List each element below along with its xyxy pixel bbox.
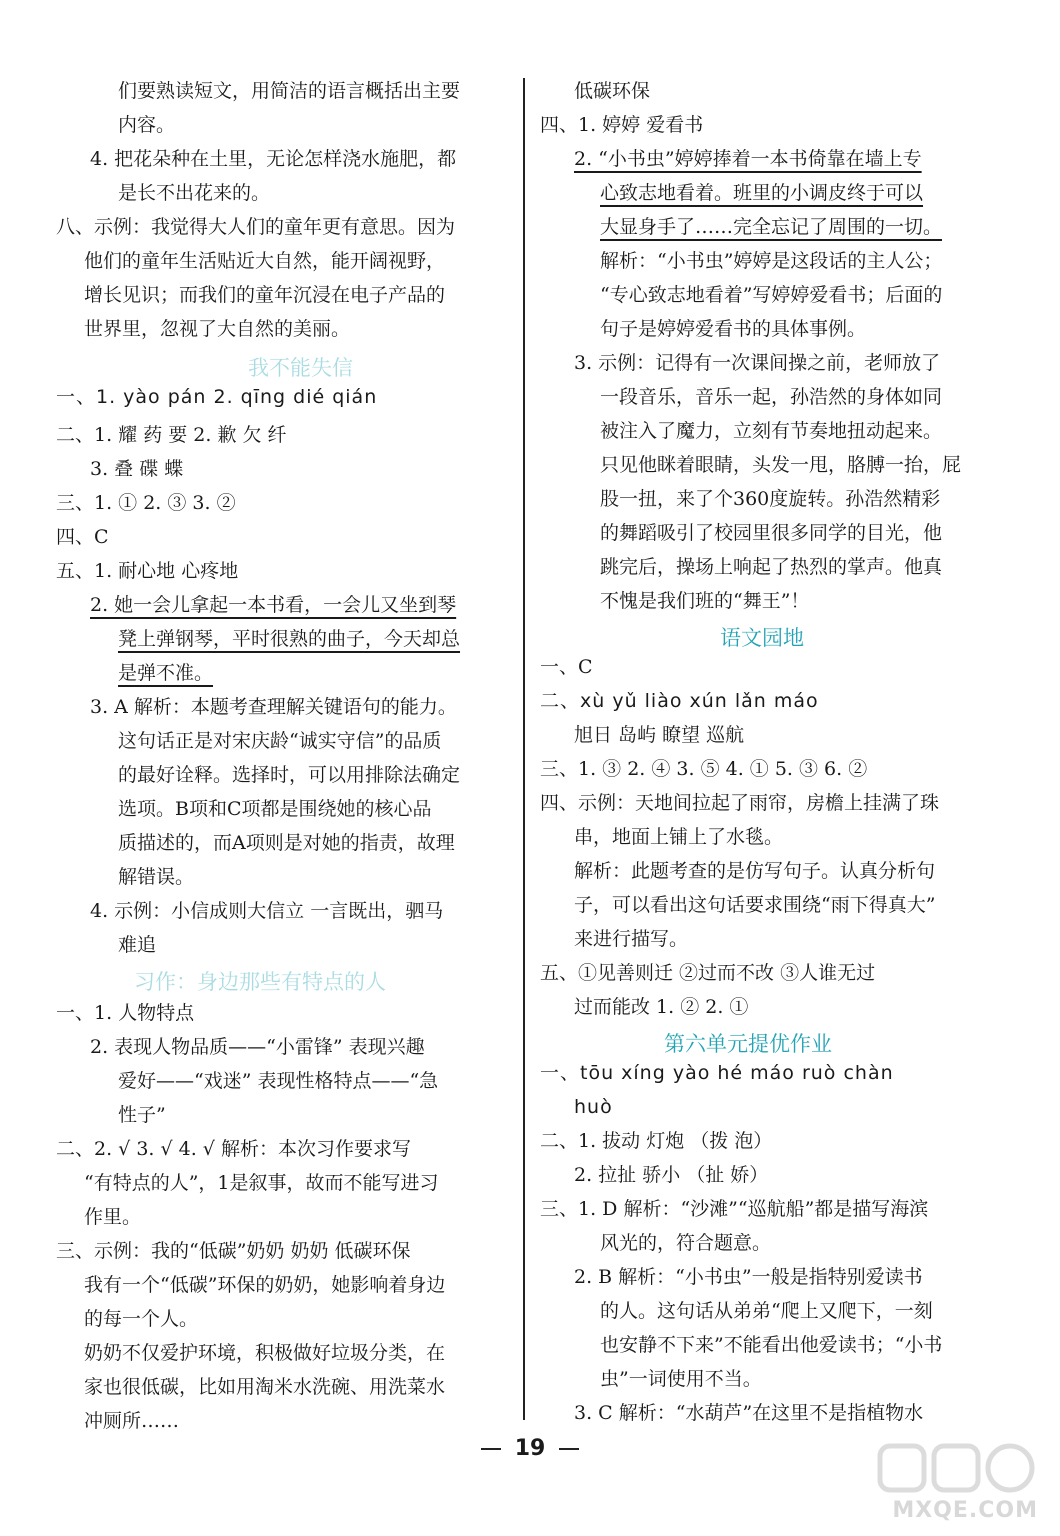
underlined-answer: 凳上弹钢琴，平时很熟的曲子，今天却总 bbox=[118, 628, 461, 650]
text-line: 的舞蹈吸引了校园里很多同学的目光，他 bbox=[600, 522, 943, 544]
text-line: 句子是婷婷爱看书的具体事例。 bbox=[600, 318, 867, 340]
answer-line: 冲厕所…… bbox=[84, 1410, 180, 1432]
underlined-answer: 2. “小书虫”婷婷捧着一本书倚靠在墙上专 bbox=[574, 148, 922, 170]
answer-line: 三、1. ① 2. ③ 3. ② bbox=[56, 492, 236, 514]
text-line: 一段音乐，音乐一起，孙浩然的身体如同 bbox=[600, 386, 943, 408]
answer-line: 来进行描写。 bbox=[574, 928, 689, 950]
answer-line: 四、1. 婷婷 爱看书 bbox=[540, 114, 704, 136]
answer-line: 串，地面上铺上了水毯。 bbox=[574, 826, 784, 848]
answer-line: 一、C bbox=[540, 656, 593, 678]
answer-line: 家也很低碳，比如用淘米水洗碗、用洗菜水 bbox=[84, 1376, 446, 1398]
answer-line: 解析：此题考查的是仿写句子。认真分析句 bbox=[574, 860, 936, 882]
text-line: 跳完后，操场上响起了热烈的掌声。他真 bbox=[600, 556, 943, 578]
underlined-answer: 2. 她一会儿拿起一本书看，一会儿又坐到琴 bbox=[90, 594, 457, 616]
underlined-answer: 大显身手了……完全忘记了周围的一切。 bbox=[600, 216, 943, 238]
answer-line: 作里。 bbox=[84, 1206, 142, 1228]
text-line: 4. 把花朵种在土里，无论怎样浇水施肥，都 bbox=[90, 148, 457, 170]
underlined-answer: 是弹不准。 bbox=[118, 662, 214, 684]
answer-line: 性子” bbox=[118, 1104, 166, 1126]
page-number-value: 19 bbox=[514, 1436, 546, 1461]
watermark-logo-icon bbox=[872, 1440, 1042, 1500]
text-line: 不愧是我们班的“舞王”！ bbox=[600, 590, 810, 612]
page-number-dash bbox=[481, 1448, 501, 1450]
answer-line: 奶奶不仅爱护环境，积极做好垃圾分类，在 bbox=[84, 1342, 446, 1364]
answer-line: 选项。B项和C项都是围绕她的核心品 bbox=[118, 798, 432, 820]
section-heading: 我不能失信 bbox=[248, 356, 353, 380]
text-line: 解析：“小书虫”婷婷是这段话的主人公； bbox=[600, 250, 943, 272]
answer-line: 四、示例：天地间拉起了雨帘，房檐上挂满了珠 bbox=[540, 792, 940, 814]
text-line: 3. 示例：记得有一次课间操之前，老师放了 bbox=[574, 352, 941, 374]
text-line: 内容。 bbox=[118, 114, 176, 136]
text-line: 股一扭，来了个360度旋转。孙浩然精彩 bbox=[600, 488, 941, 510]
text-line: 八、示例：我觉得大人们的童年更有意思。因为 bbox=[56, 216, 456, 238]
answer-line: 二、2. √ 3. √ 4. √ 解析：本次习作要求写 bbox=[56, 1138, 411, 1160]
answer-line: 这句话正是对宋庆龄“诚实守信”的品质 bbox=[118, 730, 442, 752]
answer-line: 解错误。 bbox=[118, 866, 195, 888]
column-divider bbox=[523, 78, 525, 1420]
answer-line: “有特点的人”，1是叙事，故而不能写进习 bbox=[84, 1172, 439, 1194]
answer-line: 过而能改 1. ② 2. ① bbox=[574, 996, 749, 1018]
watermark-text: MXQE.COM bbox=[892, 1498, 1038, 1523]
answer-line: 四、C bbox=[56, 526, 109, 548]
section-heading: 习作：身边那些有特点的人 bbox=[134, 970, 386, 994]
text-line: 低碳环保 bbox=[574, 80, 651, 102]
answer-line: 的人。这句话从弟弟“爬上又爬下，一刻 bbox=[600, 1300, 933, 1322]
answer-line: 一、1. 人物特点 bbox=[56, 1002, 195, 1024]
answer-line: 子，可以看出这句话要求围绕“雨下得真大” bbox=[574, 894, 936, 916]
answer-line: 质描述的，而A项则是对她的指责，故理 bbox=[118, 832, 455, 854]
answer-line: 的最好诠释。选择时，可以用排除法确定 bbox=[118, 764, 461, 786]
answer-line: 3. 叠 碟 蝶 bbox=[90, 458, 184, 480]
answer-line: 我有一个“低碳”环保的奶奶，她影响着身边 bbox=[84, 1274, 446, 1296]
answer-line: 风光的，符合题意。 bbox=[600, 1232, 772, 1254]
underlined-answer: 心致志地看着。班里的小调皮终于可以 bbox=[600, 182, 924, 204]
answer-line: 3. C 解析：“水葫芦”在这里不是指植物水 bbox=[574, 1402, 924, 1424]
section-heading: 第六单元提优作业 bbox=[664, 1032, 832, 1056]
answer-line: 二、1. 耀 药 要 2. 歉 欠 纤 bbox=[56, 424, 287, 446]
text-line: 只见他眯着眼睛，头发一甩，胳膊一抬，屁 bbox=[600, 454, 962, 476]
text-line: 他们的童年生活贴近大自然，能开阔视野， bbox=[84, 250, 446, 272]
answer-line: 二、xù yǔ liào xún lǎn máo bbox=[540, 690, 819, 712]
text-line: 世界里，忽视了大自然的美丽。 bbox=[84, 318, 351, 340]
watermark bbox=[872, 1440, 1042, 1530]
text-line: 增长见识；而我们的童年沉浸在电子产品的 bbox=[84, 284, 446, 306]
answer-line: 2. B 解析：“小书虫”一般是指特别爱读书 bbox=[574, 1266, 923, 1288]
answer-line: 一、1. yào pán 2. qīng dié qián bbox=[56, 386, 378, 408]
answer-line: 三、1. ③ 2. ④ 3. ⑤ 4. ① 5. ③ 6. ② bbox=[540, 758, 868, 780]
answer-line: 三、示例：我的“低碳”奶奶 奶奶 低碳环保 bbox=[56, 1240, 411, 1262]
answer-line: 五、1. 耐心地 心疼地 bbox=[56, 560, 239, 582]
answer-line: 虫”一词使用不当。 bbox=[600, 1368, 762, 1390]
answer-line: 二、1. 拔动 灯炮 （拨 泡） bbox=[540, 1130, 773, 1152]
text-line: “专心致志地看着”写婷婷爱看书；后面的 bbox=[600, 284, 943, 306]
answer-line: 三、1. D 解析：“沙滩”“巡航船”都是描写海滨 bbox=[540, 1198, 929, 1220]
page-number-dash bbox=[559, 1448, 579, 1450]
answer-line: 一、tōu xíng yào hé máo ruò chàn bbox=[540, 1062, 894, 1084]
text-line: 是长不出花来的。 bbox=[118, 182, 271, 204]
answer-line: 4. 示例：小信成则大信立 一言既出，驷马 bbox=[90, 900, 444, 922]
answer-line: 五、①见善则迁 ②过而不改 ③人谁无过 bbox=[540, 962, 876, 984]
answer-line: 3. A 解析：本题考查理解关键语句的能力。 bbox=[90, 696, 457, 718]
answer-line: 2. 拉扯 骄小 （扯 娇） bbox=[574, 1164, 769, 1186]
answer-line: 也安静不下来”不能看出他爱读书；“小书 bbox=[600, 1334, 943, 1356]
text-line: 被注入了魔力，立刻有节奏地扭动起来。 bbox=[600, 420, 943, 442]
answer-line: 的每一个人。 bbox=[84, 1308, 199, 1330]
answer-line: 旭日 岛屿 瞭望 巡航 bbox=[574, 724, 745, 746]
answer-line: 难追 bbox=[118, 934, 157, 956]
answer-line: huò bbox=[574, 1096, 613, 1118]
text-line: 们要熟读短文，用简洁的语言概括出主要 bbox=[118, 80, 461, 102]
section-heading: 语文园地 bbox=[720, 626, 804, 650]
answer-line: 爱好——“戏迷” 表现性格特点——“急 bbox=[118, 1070, 439, 1092]
answer-line: 2. 表现人物品质——“小雷锋” 表现兴趣 bbox=[90, 1036, 425, 1058]
